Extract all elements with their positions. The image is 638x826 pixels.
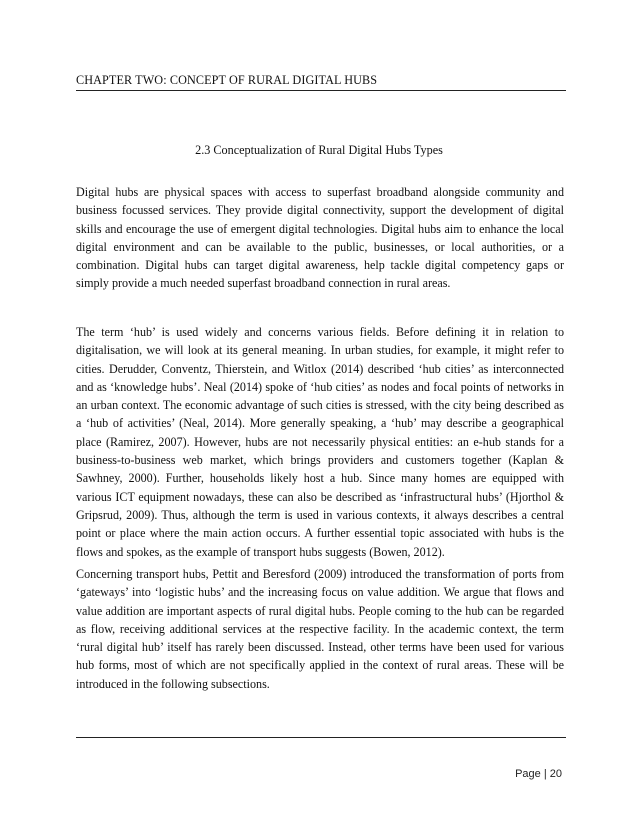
page-number: Page | 20 (515, 768, 562, 780)
body-paragraph: Concerning transport hubs, Pettit and Beresford (2009) introduced the transformation of ports from ‘gateways’ into ‘logistic hubs’ and the increasing focus on value addition. We argue that flows and value addition are important aspects of rural digital hubs. People coming to the hub can be regarded as flow, receiving additional services at the respective facility. In the academic context, the term ‘rural digital hub’ itself has rarely been discussed. Instead, other terms have been used for various hub forms, most of which are not specifically applied in the context of rural areas. These will be introduced in the following subsections. (76, 567, 564, 691)
header-divider (76, 90, 566, 91)
footer-divider (76, 737, 566, 738)
body-paragraph: Digital hubs are physical spaces with access to superfast broadband alongside community and business focussed services. They provide digital connectivity, support the development of digital skills and encourage the use of emergent digital technologies. Digital hubs aim to enhance the local digital environment and can be available to the public, businesses, or local authorities, or a combination. Digital hubs can target digital awareness, help tackle digital competency gaps or simply provide a much needed superfast broadband connection in rural areas. (76, 185, 564, 291)
section-title: 2.3 Conceptualization of Rural Digital Hubs Types (195, 143, 443, 157)
chapter-header: CHAPTER TWO: CONCEPT OF RURAL DIGITAL HUBS (76, 73, 378, 87)
body-paragraph: The term ‘hub’ is used widely and concerns various fields. Before defining it in relation to digitalisation, we will look at its general meaning. In urban studies, for example, it might refer to cities. Derudder, Conventz, Thierstein, and Witlox (2014) described ‘hub cities’ as interconnected and as ‘knowledge hubs’. Neal (2014) spoke of ‘hub cities’ as nodes and focal points of networks in an urban context. The economic advantage of such cities is stressed, with the city being described as a ‘hub of activities’ (Neal, 2014). More generally speaking, a ‘hub’ may describe a geographical place (Ramirez, 2007). However, hubs are not necessarily physical entities: an e-hub stands for a business-to-business web market, which brings providers and customers together (Kaplan & Sawhney, 2000). Further, households likely host a hub. Since many homes are equipped with various ICT equipment nowadays, these can also be described as ‘infrastructural hubs’ (Hjorthol & Gripsrud, 2009). Thus, although the term is used in various contexts, it always describes a central point or place where the main action occurs. A further essential topic associated with hubs is the flows and spokes, as the example of transport hubs suggests (Bowen, 2012). (76, 325, 564, 559)
